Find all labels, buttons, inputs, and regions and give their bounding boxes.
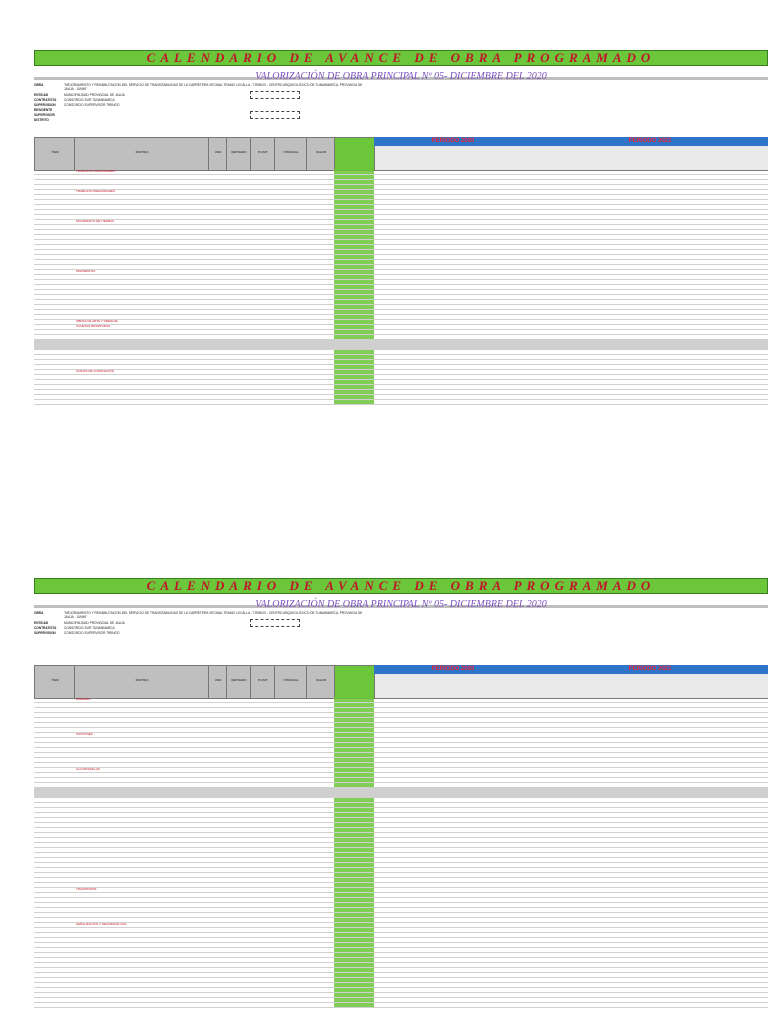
col-item: [34, 137, 76, 171]
col-partida: [74, 137, 210, 171]
col-metrado-label: METRADO: [231, 150, 247, 154]
title-band: [34, 50, 768, 66]
project-meta: [34, 83, 768, 137]
meta-label: SUPERVISION: [34, 631, 56, 635]
table-body: [34, 169, 768, 399]
col-valor-label: VALOR: [316, 678, 326, 682]
col-parcial-label: P.PARCIAL: [283, 678, 299, 682]
col-green: [334, 137, 376, 171]
col-valor-label: VALOR: [316, 150, 326, 154]
col-parcial-label: P.PARCIAL: [283, 150, 299, 154]
date-box: [250, 91, 300, 99]
table-row: [34, 399, 768, 405]
row-partida: MOVIMIENTO DE TIERRAS: [76, 219, 115, 223]
col-pu-label: P.UNIT.: [258, 150, 268, 154]
meta-label: DISTRITO: [34, 118, 49, 122]
sheet-title: CALENDARIO DE AVANCE DE OBRA PROGRAMADO: [146, 578, 656, 593]
sheet-subtitle: VALORIZACIÓN DE OBRA PRINCIPAL Nº 05- DICIEMBRE DEL 2020: [255, 71, 547, 82]
sheet-page-2: [34, 578, 768, 1017]
meta-label: ENTIDAD: [34, 93, 49, 97]
sheet-page-1: [34, 50, 768, 399]
col-partida: [74, 665, 210, 699]
row-partida: CUNETAS REVESTIDAS: [76, 324, 110, 328]
meta-label: SUPERVISION: [34, 103, 56, 107]
sheet-subtitle: VALORIZACIÓN DE OBRA PRINCIPAL Nº 05- DICIEMBRE DEL 2020: [255, 599, 547, 610]
meta-value: CONSORCIO SUPERVISOR TIRINGO: [64, 103, 120, 107]
col-metrado-label: METRADO: [231, 678, 247, 682]
row-partida: TRANSPORTE: [76, 887, 97, 891]
subtitle-row: [34, 66, 768, 82]
period-2021: PERIODO 2021: [532, 665, 768, 674]
column-header: [34, 137, 768, 169]
row-partida: ZANJAS DE CORONACIÓN: [76, 369, 115, 373]
meta-value: "MEJORAMIENTO Y REHABILITACION DEL SERVICIO DE TRANSITABILIDAD DE LA CARRETERA VECINAL TRAMO LOCALLA - TIRINGO - CENTRO ARQUEOLÓGICO DE TUNANMARCA, PROVINCIA DE JAUJA - JUNIN": [64, 611, 363, 619]
period-2020: PERIODO 2020: [374, 665, 532, 674]
meta-label: CONTRATISTA: [34, 98, 57, 102]
row-partida: ALCANTARILLAS: [76, 767, 100, 771]
subtitle-row: [34, 594, 768, 610]
col-item: [34, 665, 76, 699]
date-box: [250, 111, 300, 119]
col-und-label: UND: [214, 678, 222, 682]
col-und: [208, 137, 228, 171]
meta-label: ENTIDAD: [34, 621, 49, 625]
date-box: [250, 619, 300, 627]
meta-label: SUPERVISOR: [34, 113, 55, 117]
project-meta: [34, 611, 768, 665]
col-metrado: [226, 137, 252, 171]
sheet-title: CALENDARIO DE AVANCE DE OBRA PROGRAMADO: [146, 50, 656, 65]
row-partida: PONTONES: [76, 732, 93, 736]
col-metrado: [226, 665, 252, 699]
meta-label: OBRA: [34, 83, 44, 87]
meta-value: CONSORCIO SUR TUNANMARCA: [64, 626, 115, 630]
row-partida: BADENES: [76, 697, 91, 701]
meta-label: RESIDENTE: [34, 108, 53, 112]
col-parcial: [274, 137, 308, 171]
col-item-label: ITEM: [51, 678, 59, 682]
period-2021: PERIODO 2021: [532, 137, 768, 146]
col-pu: [250, 665, 276, 699]
col-green: [334, 665, 376, 699]
period-2020: PERIODO 2020: [374, 137, 532, 146]
meta-label: CONTRATISTA: [34, 626, 57, 630]
row-partida: TRABAJOS PRELIMINARES: [76, 169, 116, 173]
column-header: [34, 665, 768, 697]
meta-label: OBRA: [34, 611, 44, 615]
row-partida: SEÑALIZACIÓN Y SEGURIDAD VIAL: [76, 922, 127, 926]
col-pu: [250, 137, 276, 171]
meta-value: "MEJORAMIENTO Y REHABILITACION DEL SERVICIO DE TRANSITABILIDAD DE LA CARRETERA VECINAL TRAMO LOCALLA - TIRINGO - CENTRO ARQUEOLÓGICO DE TUNANMARCA, PROVINCIA DE JAUJA - JUNIN": [64, 83, 363, 91]
col-item-label: ITEM: [51, 150, 59, 154]
col-parcial: [274, 665, 308, 699]
meta-value: MUNICIPALIDAD PROVINCIAL DE JAUJA: [64, 93, 125, 97]
col-und: [208, 665, 228, 699]
title-band: [34, 578, 768, 594]
meta-value: CONSORCIO SUR TUNANMARCA: [64, 98, 115, 102]
col-valor: [306, 137, 336, 171]
meta-value: MUNICIPALIDAD PROVINCIAL DE JAUJA: [64, 621, 125, 625]
row-partida: PAVIMENTOS: [76, 269, 96, 273]
col-und-label: UND: [214, 150, 222, 154]
table-row: [34, 1002, 768, 1008]
col-partida-label: PARTIDA: [135, 678, 149, 682]
row-partida: TRABAJOS PRELIMINARES: [76, 189, 116, 193]
row-partida: OBRAS DE ARTE Y DRENAJE: [76, 319, 118, 323]
meta-value: CONSORCIO SUPERVISOR TIRINGO: [64, 631, 120, 635]
col-partida-label: PARTIDA: [135, 150, 149, 154]
col-pu-label: P.UNIT.: [258, 678, 268, 682]
table-body: [34, 697, 768, 1017]
col-valor: [306, 665, 336, 699]
